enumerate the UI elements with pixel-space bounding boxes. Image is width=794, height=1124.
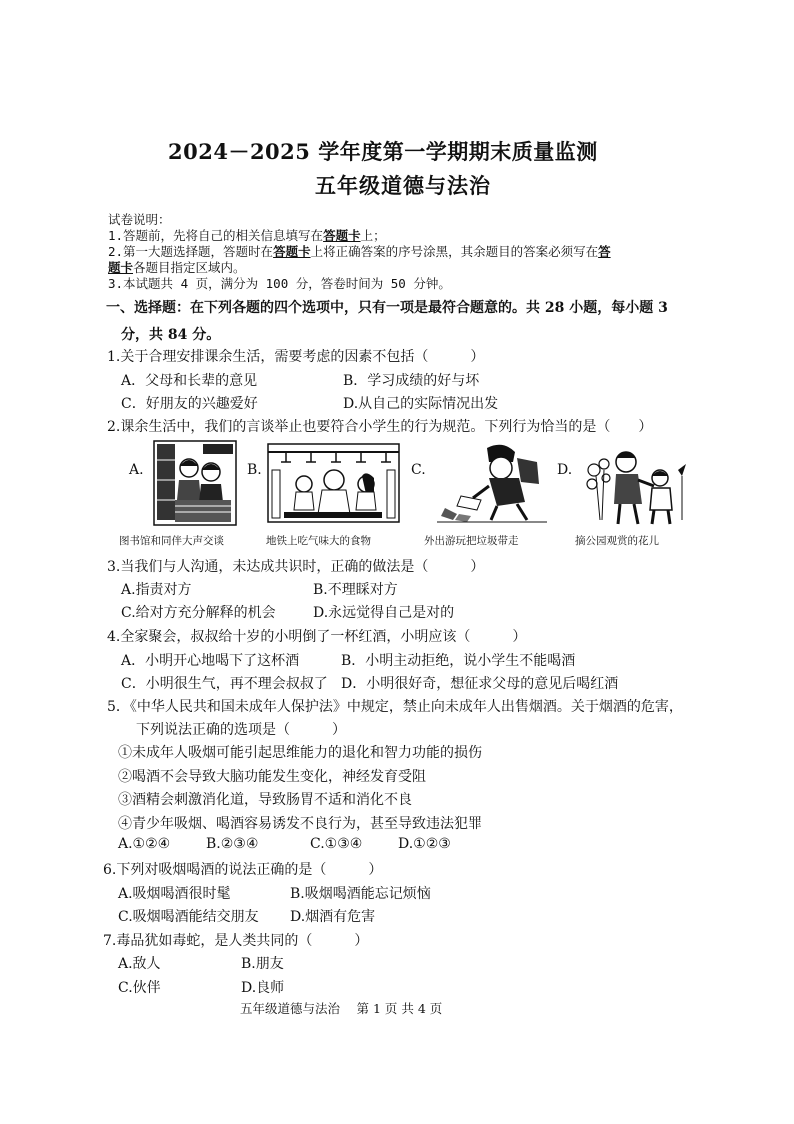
question-5-option-a: A.①②④ bbox=[118, 836, 171, 852]
question-6-option-c: C.吸烟喝酒能结交朋友 bbox=[118, 909, 259, 925]
exam-subtitle: 五年级道德与法治 bbox=[315, 173, 491, 198]
question-6-stem: 6.下列对吸烟喝酒的说法正确的是（ ） bbox=[103, 862, 383, 878]
question-7-option-a: A.敌人 bbox=[118, 956, 161, 972]
question-1-option-b: B．学习成绩的好与坏 bbox=[343, 373, 480, 389]
question-5-statement-2: ②喝酒不会导致大脑功能发生变化，神经发育受阻 bbox=[118, 769, 426, 785]
question-5-option-c: C.①③④ bbox=[310, 836, 363, 852]
instructions-line-1: 1.答题前，先将自己的相关信息填写在答题卡上； bbox=[108, 228, 386, 243]
question-5-stem-cont: 下列说法正确的选项是（ ） bbox=[136, 722, 346, 738]
question-2-label-a: A. bbox=[129, 462, 144, 478]
question-6-option-d: D.烟酒有危害 bbox=[290, 909, 376, 925]
exam-title: 2024－2025 学年度第一学期期末质量监测 bbox=[168, 139, 598, 164]
question-2-caption-a: 图书馆和同伴大声交谈 bbox=[119, 535, 224, 547]
question-7-option-c: C.伙伴 bbox=[118, 980, 161, 996]
question-4-stem: 4.全家聚会，叔叔给十岁的小明倒了一杯红酒，小明应该（ ） bbox=[107, 629, 527, 645]
instructions-line-3: 题卡各题目指定区域内。 bbox=[108, 260, 246, 275]
question-3-option-d: D.永远觉得自己是对的 bbox=[313, 605, 455, 621]
question-4-option-b: B．小明主动拒绝，说小学生不能喝酒 bbox=[341, 653, 576, 669]
question-5-option-d: D.①②③ bbox=[398, 836, 451, 852]
question-5-option-b: B.②③④ bbox=[206, 836, 259, 852]
question-4-option-a: A．小明开心地喝下了这杯酒 bbox=[121, 653, 300, 669]
question-4-option-d: D．小明很好奇，想征求父母的意见后喝红酒 bbox=[341, 676, 619, 692]
instructions-heading: 试卷说明： bbox=[108, 212, 171, 227]
question-7-stem: 7.毒品犹如毒蛇，是人类共同的（ ） bbox=[103, 933, 369, 949]
pick-flowers-illustration bbox=[582, 440, 692, 526]
question-3-stem: 3.当我们与人沟通，未达成共识时，正确的做法是（ ） bbox=[107, 559, 485, 575]
question-7-option-d: D.良师 bbox=[241, 980, 285, 996]
question-7-option-b: B.朋友 bbox=[241, 956, 284, 972]
question-2-label-b: B. bbox=[247, 462, 262, 478]
question-6-option-a: A.吸烟喝酒很时髦 bbox=[118, 886, 231, 902]
question-6-option-b: B.吸烟喝酒能忘记烦恼 bbox=[290, 886, 431, 902]
question-4-option-c: C．小明很生气，再不理会叔叔了 bbox=[121, 676, 328, 692]
question-3-option-a: A.指责对方 bbox=[121, 582, 192, 598]
question-2-label-d: D. bbox=[557, 462, 573, 478]
subway-eating-illustration bbox=[266, 440, 401, 526]
library-talking-illustration bbox=[153, 440, 237, 526]
collect-litter-illustration bbox=[437, 440, 547, 526]
question-5-stem: 5．《中华人民共和国未成年人保护法》中规定，禁止向未成年人出售烟酒。关于烟酒的危害， bbox=[107, 699, 683, 715]
question-2-caption-c: 外出游玩把垃圾带走 bbox=[424, 535, 519, 547]
question-2-caption-b: 地铁上吃气味大的食物 bbox=[266, 535, 371, 547]
question-2-stem: 2.课余生活中，我们的言谈举止也要符合小学生的行为规范。下列行为恰当的是（ ） bbox=[107, 419, 653, 435]
question-1-option-d: D.从自己的实际情况出发 bbox=[343, 396, 499, 412]
question-5-statement-3: ③酒精会刺激消化道，导致肠胃不适和消化不良 bbox=[118, 792, 412, 808]
section-heading-cont: 分，共 84 分。 bbox=[121, 327, 221, 343]
question-1-stem: 1.关于合理安排课余生活，需要考虑的因素不包括（ ） bbox=[107, 349, 485, 365]
question-5-statement-4: ④青少年吸烟、喝酒容易诱发不良行为，甚至导致违法犯罪 bbox=[118, 816, 482, 832]
question-2-label-c: C. bbox=[411, 462, 426, 478]
question-5-statement-1: ①未成年人吸烟可能引起思维能力的退化和智力功能的损伤 bbox=[118, 745, 482, 761]
question-3-option-b: B.不理睬对方 bbox=[313, 582, 398, 598]
question-3-option-c: C.给对方充分解释的机会 bbox=[121, 605, 276, 621]
section-heading: 一、选择题：在下列各题的四个选项中，只有一项是最符合题意的。共 28 小题，每小题 3 bbox=[106, 300, 668, 316]
instructions-line-2: 2.第一大题选择题，答题时在答题卡上将正确答案的序号涂黑，其余题目的答案必须写在答 bbox=[108, 244, 611, 259]
question-1-option-c: C．好朋友的兴趣爱好 bbox=[121, 396, 258, 412]
instructions-line-4: 3.本试题共 4 页，满分为 100 分，答卷时间为 50 分钟。 bbox=[108, 276, 451, 291]
question-1-option-a: A．父母和长辈的意见 bbox=[121, 373, 258, 389]
page-footer: 五年级道德与法治 第 1 页 共 4 页 bbox=[240, 1001, 443, 1016]
question-2-caption-d: 摘公园观赏的花儿 bbox=[575, 535, 659, 547]
